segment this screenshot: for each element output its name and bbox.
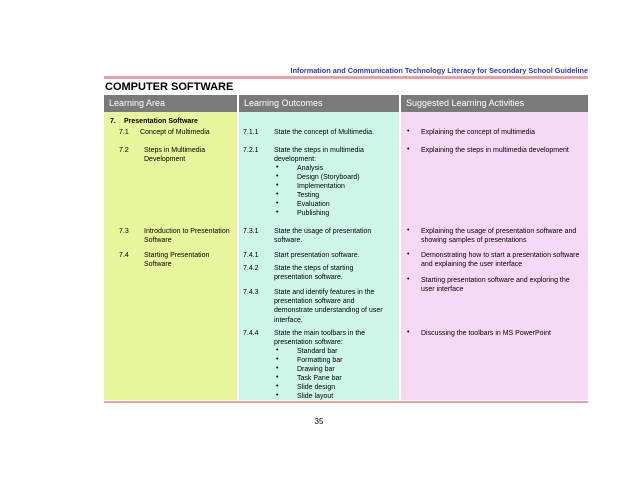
outcome-bullet: Testing [297,192,320,199]
learning-outcomes-column [239,95,399,400]
area-title: Presentation Software [124,118,198,125]
learning-outcomes-header: Learning Outcomes [239,95,399,112]
bullet-icon: • [276,383,279,390]
bullet-icon: • [276,164,279,171]
outcome-bullet: Slide design [297,384,336,391]
outcome-text: Start presentation software. [274,252,360,259]
guideline-title: Information and Communication Technology Literacy for Secondary School Guideline [290,66,588,75]
sub-area-title: Concept of Multimedia [140,129,210,136]
bullet-icon: • [276,356,279,363]
outcome-bullet: Task Pane bar [297,375,342,382]
activity-item: Starting presentation software and exploring the user interface [421,277,570,294]
footer-divider [104,401,588,403]
outcome-number: 7.2.1 [243,147,259,154]
outcome-text: State and identify features in the presentation software and demonstrate understanding of user interface. [274,289,383,324]
bullet-icon: • [407,329,410,336]
bullet-icon: • [276,182,279,189]
outcome-bullet: Slide layout [297,393,334,400]
activities-column [401,95,588,400]
bullet-icon: • [407,276,410,283]
bullet-icon: • [276,200,279,207]
activity-item: Explaining the usage of presentation software and showing samples of presentations [421,228,577,245]
page-number: 35 [314,417,324,426]
sub-area-title: Introduction to Presentation Software [144,228,230,245]
activity-item: Demonstrating how to start a presentation software and explaining the user interface [421,252,580,269]
bullet-icon: • [276,392,279,399]
bullet-icon: • [276,374,279,381]
bullet-icon: • [407,146,410,153]
activities-header: Suggested Learning Activities [401,95,588,112]
sub-area-number: 7.3 [119,228,129,235]
outcome-number: 7.4.4 [243,330,259,337]
learning-area-column [104,95,237,400]
outcome-bullet: Publishing [297,210,330,217]
curriculum-table [104,95,588,400]
bullet-icon: • [407,251,410,258]
area-number: 7. [110,118,116,125]
sub-area-title: Steps in Multimedia Development [144,147,206,164]
bullet-icon: • [407,227,410,234]
header-divider [104,76,588,79]
sub-area-number: 7.4 [119,252,129,259]
outcome-text: State the concept of Multimedia. [274,129,374,136]
bullet-icon: • [276,191,279,198]
outcome-number: 7.3.1 [243,228,259,235]
outcome-bullet: Formatting bar [297,357,343,364]
activity-item: Explaining the concept of multimedia [421,129,536,136]
outcome-text: State the main toolbars in the presentation software: [274,330,366,347]
bullet-icon: • [276,365,279,372]
activity-item: Explaining the steps in multimedia development [421,147,569,154]
document-title: COMPUTER SOFTWARE [105,81,234,93]
outcome-bullet: Analysis [297,165,324,172]
sub-area-title: Starting Presentation Software [144,252,210,269]
outcome-bullet: Standard bar [297,348,338,355]
outcome-bullet: Drawing bar [297,366,335,373]
outcome-text: State the steps of starting presentation software. [274,265,354,282]
outcome-number: 7.4.2 [243,265,259,272]
learning-area-header: Learning Area [104,95,237,112]
outcome-number: 7.4.3 [243,289,259,296]
outcome-bullet: Design (Storyboard) [297,174,360,181]
outcome-bullet: Implementation [297,183,345,190]
bullet-icon: • [276,209,279,216]
sub-area-number: 7.1 [119,129,129,136]
bullet-icon: • [407,128,410,135]
sub-area-number: 7.2 [119,147,129,154]
outcome-number: 7.1.1 [243,129,259,136]
outcome-text: State the steps in multimedia development: [274,147,364,164]
outcome-text: State the usage of presentation software. [274,228,372,245]
outcome-number: 7.4.1 [243,252,259,259]
bullet-icon: • [276,347,279,354]
outcome-bullet: Evaluation [297,201,330,208]
bullet-icon: • [276,173,279,180]
activity-item: Discussing the toolbars in MS PowerPoint [421,330,551,337]
